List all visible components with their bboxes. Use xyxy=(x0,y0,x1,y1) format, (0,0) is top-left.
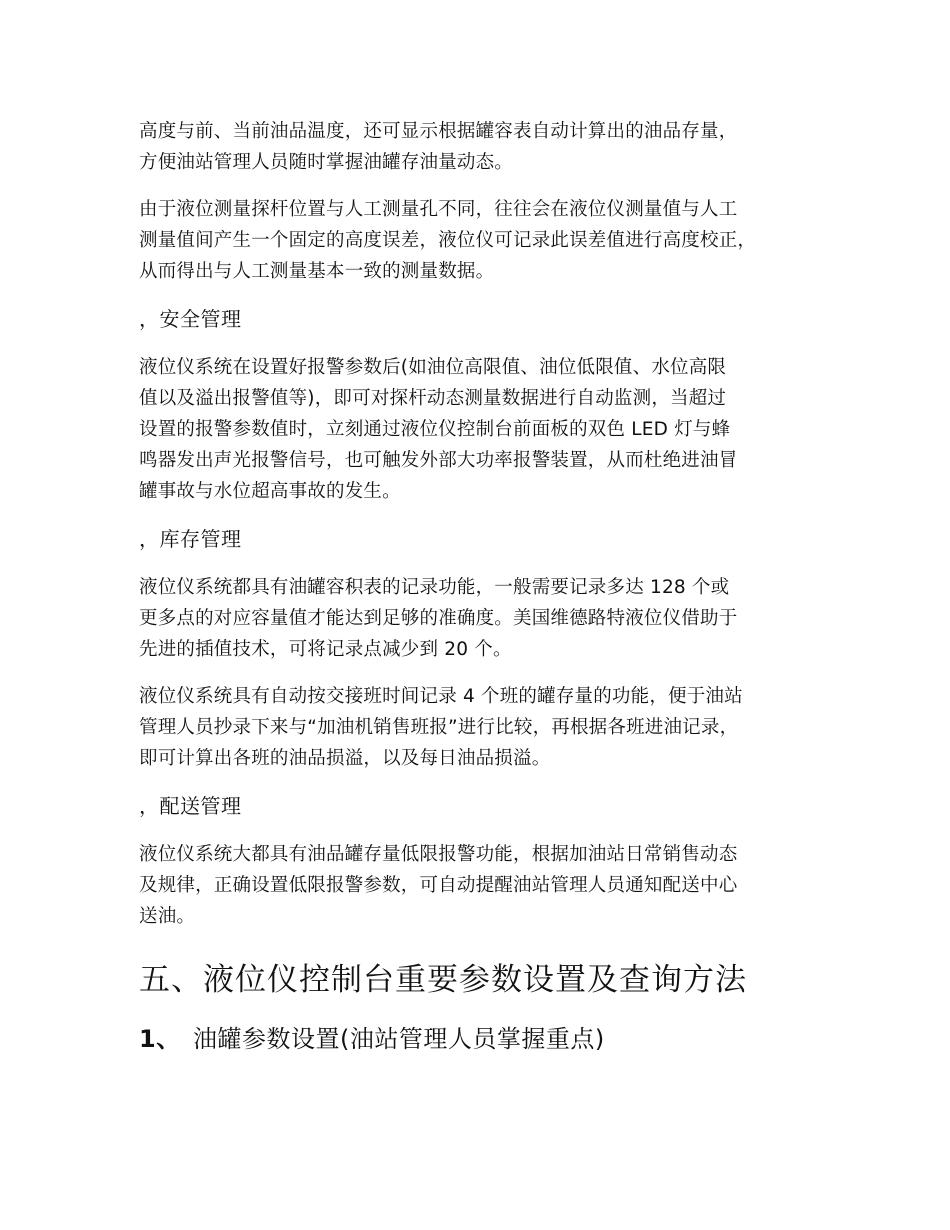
text-line: 液位仪系统具有自动按交接班时间记录 4 个班的罐存量的功能，便于油站 xyxy=(139,686,743,707)
text-line: 值以及溢出报警值等)，即可对探杆动态测量数据进行自动监测，当超过 xyxy=(139,388,727,409)
safety-paragraph xyxy=(139,352,839,507)
text-line: 即可计算出各班的油品损溢，以及每日油品损溢。 xyxy=(139,748,551,769)
text-line: 高度与前、当前油品温度，还可显示根据罐容表自动计算出的油品存量， xyxy=(139,121,738,142)
text-line: 方便油站管理人员随时掌握油罐存油量动态。 xyxy=(139,152,514,173)
text-line: 液位仪系统都具有油罐容积表的记录功能，一般需要记录多达 128 个或 xyxy=(139,577,730,598)
text-line: 液位仪系统在设置好报警参数后(如油位高限值、油位低限值、水位高限 xyxy=(139,357,727,378)
intro-paragraph xyxy=(139,116,839,178)
subsection-title: 油罐参数设置(油站管理人员掌握重点) xyxy=(193,1025,605,1053)
text-line: 及规律，正确设置低限报警参数，可自动提醒油站管理人员通知配送中心 xyxy=(139,875,738,896)
text-line: 更多点的对应容量值才能达到足够的准确度。美国维德路特液位仪借助于 xyxy=(139,608,738,629)
text-line: 先进的插值技术，可将记录点减少到 20 个。 xyxy=(139,639,512,660)
calibration-paragraph xyxy=(139,194,839,287)
safety-heading: ，安全管理 xyxy=(139,307,242,331)
text-line: 测量值间产生一个固定的高度误差，液位仪可记录此误差值进行高度校正， xyxy=(139,230,757,251)
text-line: 设置的报警参数值时，立刻通过液位仪控制台前面板的双色 LED 灯与蜂 xyxy=(139,419,731,440)
subsection-heading xyxy=(139,1022,839,1056)
delivery-paragraph xyxy=(139,839,839,932)
text-line: 管理人员抄录下来与“加油机销售班报”进行比较，再根据各班进油记录， xyxy=(139,717,739,738)
text-line: 鸣器发出声光报警信号，也可触发外部大功率报警装置，从而杜绝进油冒 xyxy=(139,450,738,471)
delivery-heading: ，配送管理 xyxy=(139,794,242,818)
text-line: 罐事故与水位超高事故的发生。 xyxy=(139,481,401,502)
text-line: 送油。 xyxy=(139,906,196,927)
subsection-number: 1、 xyxy=(139,1025,181,1053)
section-heading: 五、液位仪控制台重要参数设置及查询方法 xyxy=(139,962,747,998)
inventory-heading: ，库存管理 xyxy=(139,527,242,551)
document-body xyxy=(139,116,839,1056)
text-line: 液位仪系统大都具有油品罐存量低限报警功能，根据加油站日常销售动态 xyxy=(139,844,738,865)
inventory-paragraph-1 xyxy=(139,572,839,665)
inventory-paragraph-2 xyxy=(139,681,839,774)
text-line: 由于液位测量探杆位置与人工测量孔不同，往往会在液位仪测量值与人工 xyxy=(139,199,738,220)
text-line: 从而得出与人工测量基本一致的测量数据。 xyxy=(139,261,495,282)
